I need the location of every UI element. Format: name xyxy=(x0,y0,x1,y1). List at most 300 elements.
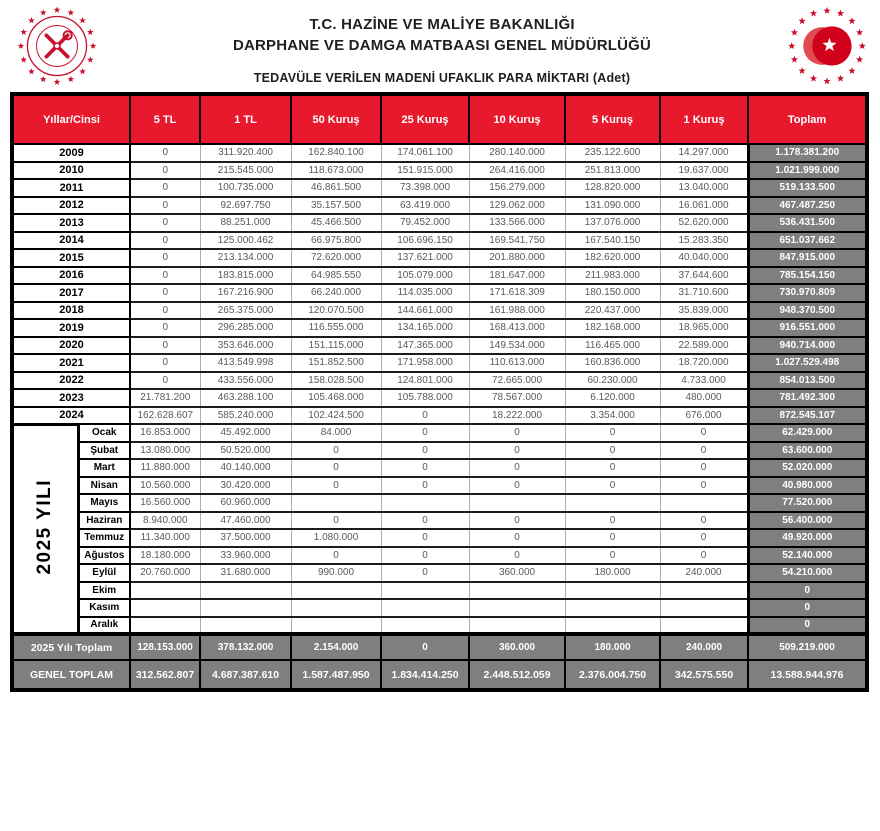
value-cell: 30.420.000 xyxy=(200,477,291,495)
value-cell: 31.680.000 xyxy=(200,564,291,582)
summary-value: 1.587.487.950 xyxy=(291,660,381,690)
value-cell: 0 xyxy=(469,424,565,442)
value-cell: 105.079.000 xyxy=(381,267,469,285)
value-cell: 180.000 xyxy=(565,564,660,582)
value-cell: 0 xyxy=(130,214,200,232)
value-cell xyxy=(200,617,291,635)
row-total: 847.915.000 xyxy=(748,249,867,267)
value-cell: 0 xyxy=(381,407,469,425)
value-cell: 14.297.000 xyxy=(660,144,748,162)
value-cell: 84.000 xyxy=(291,424,381,442)
year-row xyxy=(12,337,867,355)
year-label: 2022 xyxy=(12,372,130,390)
month-row xyxy=(12,582,867,600)
value-cell: 463.288.100 xyxy=(200,389,291,407)
value-cell: 35.157.500 xyxy=(291,197,381,215)
year-row xyxy=(12,302,867,320)
col-header-1k: 1 Kuruş xyxy=(660,94,748,144)
year-label: 2017 xyxy=(12,284,130,302)
value-cell: 0 xyxy=(130,162,200,180)
year-label: 2013 xyxy=(12,214,130,232)
value-cell: 0 xyxy=(565,547,660,565)
value-cell: 129.062.000 xyxy=(469,197,565,215)
value-cell: 151.852.500 xyxy=(291,354,381,372)
value-cell: 0 xyxy=(565,459,660,477)
summary-value: 0 xyxy=(381,634,469,660)
col-header-years: Yıllar/Cinsi xyxy=(12,94,130,144)
month-row xyxy=(12,424,867,442)
value-cell: 0 xyxy=(660,459,748,477)
value-cell: 264.416.000 xyxy=(469,162,565,180)
summary-value: 360.000 xyxy=(469,634,565,660)
value-cell: 46.861.500 xyxy=(291,179,381,197)
table-header-row xyxy=(12,94,867,144)
value-cell: 0 xyxy=(469,459,565,477)
value-cell: 18.180.000 xyxy=(130,547,200,565)
month-row xyxy=(12,459,867,477)
value-cell: 480.000 xyxy=(660,389,748,407)
presidency-seal-icon xyxy=(786,5,868,87)
value-cell: 0 xyxy=(291,547,381,565)
value-cell: 0 xyxy=(381,442,469,460)
value-cell: 0 xyxy=(660,424,748,442)
value-cell: 106.696.150 xyxy=(381,232,469,250)
month-label: Mayıs xyxy=(78,494,130,512)
ministry-seal-icon xyxy=(16,5,98,87)
row-total: 536.431.500 xyxy=(748,214,867,232)
summary-value: 312.562.807 xyxy=(130,660,200,690)
value-cell: 60.960.000 xyxy=(200,494,291,512)
value-cell: 105.468.000 xyxy=(291,389,381,407)
value-cell: 0 xyxy=(381,564,469,582)
value-cell: 78.567.000 xyxy=(469,389,565,407)
summary-value: 378.132.000 xyxy=(200,634,291,660)
value-cell: 66.240.000 xyxy=(291,284,381,302)
value-cell: 0 xyxy=(565,477,660,495)
value-cell: 15.283.350 xyxy=(660,232,748,250)
row-total: 62.429.000 xyxy=(748,424,867,442)
year-2025-total-row xyxy=(12,634,867,660)
year-label: 2012 xyxy=(12,197,130,215)
month-row xyxy=(12,477,867,495)
value-cell: 0 xyxy=(660,442,748,460)
row-total: 52.020.000 xyxy=(748,459,867,477)
year-label: 2010 xyxy=(12,162,130,180)
row-total: 0 xyxy=(748,582,867,600)
value-cell xyxy=(291,494,381,512)
value-cell: 181.647.000 xyxy=(469,267,565,285)
value-cell: 161.988.000 xyxy=(469,302,565,320)
value-cell: 1.080.000 xyxy=(291,529,381,547)
year-row xyxy=(12,267,867,285)
value-cell: 0 xyxy=(130,337,200,355)
group-label-text: 2025 YILI xyxy=(34,479,56,576)
year-label: 2015 xyxy=(12,249,130,267)
summary-value: 342.575.550 xyxy=(660,660,748,690)
value-cell: 72.620.000 xyxy=(291,249,381,267)
year-label: 2019 xyxy=(12,319,130,337)
value-cell: 0 xyxy=(381,459,469,477)
value-cell: 171.618.309 xyxy=(469,284,565,302)
row-total: 56.400.000 xyxy=(748,512,867,530)
month-row xyxy=(12,599,867,617)
col-header-10k: 10 Kuruş xyxy=(469,94,565,144)
value-cell: 0 xyxy=(130,302,200,320)
value-cell: 160.836.000 xyxy=(565,354,660,372)
value-cell xyxy=(469,494,565,512)
month-row xyxy=(12,494,867,512)
value-cell: 0 xyxy=(130,284,200,302)
value-cell: 40.140.000 xyxy=(200,459,291,477)
value-cell: 168.413.000 xyxy=(469,319,565,337)
value-cell: 18.965.000 xyxy=(660,319,748,337)
value-cell: 3.354.000 xyxy=(565,407,660,425)
value-cell: 92.697.750 xyxy=(200,197,291,215)
value-cell xyxy=(660,582,748,600)
value-cell: 215.545.000 xyxy=(200,162,291,180)
value-cell: 0 xyxy=(660,529,748,547)
col-header-50k: 50 Kuruş xyxy=(291,94,381,144)
value-cell: 73.398.000 xyxy=(381,179,469,197)
row-total: 785.154.150 xyxy=(748,267,867,285)
row-total: 1.027.529.498 xyxy=(748,354,867,372)
value-cell: 116.465.000 xyxy=(565,337,660,355)
value-cell: 0 xyxy=(469,477,565,495)
value-cell: 211.983.000 xyxy=(565,267,660,285)
row-total: 1.178.381.200 xyxy=(748,144,867,162)
summary-value: 2.376.004.750 xyxy=(565,660,660,690)
row-total: 0 xyxy=(748,617,867,635)
value-cell: 47.460.000 xyxy=(200,512,291,530)
value-cell: 413.549.998 xyxy=(200,354,291,372)
value-cell: 35.839.000 xyxy=(660,302,748,320)
month-label: Temmuz xyxy=(78,529,130,547)
summary-value: 128.153.000 xyxy=(130,634,200,660)
year-label: 2023 xyxy=(12,389,130,407)
value-cell: 182.168.000 xyxy=(565,319,660,337)
value-cell: 13.040.000 xyxy=(660,179,748,197)
row-total: 52.140.000 xyxy=(748,547,867,565)
summary-total: 509.219.000 xyxy=(748,634,867,660)
value-cell: 114.035.000 xyxy=(381,284,469,302)
value-cell xyxy=(381,582,469,600)
year-row xyxy=(12,407,867,425)
row-total: 49.920.000 xyxy=(748,529,867,547)
summary-value: 4.687.387.610 xyxy=(200,660,291,690)
value-cell: 31.710.600 xyxy=(660,284,748,302)
value-cell xyxy=(660,494,748,512)
month-row xyxy=(12,564,867,582)
value-cell: 0 xyxy=(565,424,660,442)
title-line-1: T.C. HAZİNE VE MALİYE BAKANLIĞI xyxy=(309,16,575,33)
value-cell: 174.061.100 xyxy=(381,144,469,162)
year-label: 2016 xyxy=(12,267,130,285)
month-label: Aralık xyxy=(78,617,130,635)
table-subtitle: TEDAVÜLE VERİLEN MADENİ UFAKLIK PARA MİKTARI (Adet) xyxy=(253,71,631,85)
value-cell: 311.920.400 xyxy=(200,144,291,162)
value-cell: 50.520.000 xyxy=(200,442,291,460)
value-cell: 128.820.000 xyxy=(565,179,660,197)
value-cell: 137.621.000 xyxy=(381,249,469,267)
value-cell: 11.340.000 xyxy=(130,529,200,547)
value-cell: 102.424.500 xyxy=(291,407,381,425)
year-row xyxy=(12,144,867,162)
value-cell xyxy=(200,582,291,600)
year-label: 2021 xyxy=(12,354,130,372)
row-total: 781.492.300 xyxy=(748,389,867,407)
row-total: 77.520.000 xyxy=(748,494,867,512)
value-cell: 360.000 xyxy=(469,564,565,582)
value-cell: 6.120.000 xyxy=(565,389,660,407)
value-cell: 0 xyxy=(130,179,200,197)
value-cell: 251.813.000 xyxy=(565,162,660,180)
year-row xyxy=(12,389,867,407)
row-total: 40.980.000 xyxy=(748,477,867,495)
value-cell: 676.000 xyxy=(660,407,748,425)
value-cell: 167.540.150 xyxy=(565,232,660,250)
value-cell: 220.437.000 xyxy=(565,302,660,320)
value-cell: 0 xyxy=(381,529,469,547)
value-cell: 10.560.000 xyxy=(130,477,200,495)
value-cell: 149.534.000 xyxy=(469,337,565,355)
value-cell: 133.566.000 xyxy=(469,214,565,232)
value-cell: 131.090.000 xyxy=(565,197,660,215)
month-label: Ağustos xyxy=(78,547,130,565)
month-label: Haziran xyxy=(78,512,130,530)
row-total: 854.013.500 xyxy=(748,372,867,390)
value-cell: 20.760.000 xyxy=(130,564,200,582)
value-cell: 137.076.000 xyxy=(565,214,660,232)
month-row xyxy=(12,547,867,565)
value-cell: 0 xyxy=(291,477,381,495)
value-cell xyxy=(130,582,200,600)
document-header xyxy=(0,0,880,92)
value-cell: 16.061.000 xyxy=(660,197,748,215)
value-cell xyxy=(565,599,660,617)
value-cell xyxy=(660,599,748,617)
col-header-25k: 25 Kuruş xyxy=(381,94,469,144)
value-cell: 88.251.000 xyxy=(200,214,291,232)
value-cell: 8.940.000 xyxy=(130,512,200,530)
year-row xyxy=(12,319,867,337)
month-row xyxy=(12,529,867,547)
row-total: 872.545.107 xyxy=(748,407,867,425)
month-label: Mart xyxy=(78,459,130,477)
value-cell: 66.975.800 xyxy=(291,232,381,250)
summary-value: 1.834.414.250 xyxy=(381,660,469,690)
year-row xyxy=(12,179,867,197)
value-cell: 167.216.900 xyxy=(200,284,291,302)
value-cell: 0 xyxy=(660,477,748,495)
value-cell: 151.915.000 xyxy=(381,162,469,180)
value-cell xyxy=(565,617,660,635)
value-cell: 33.960.000 xyxy=(200,547,291,565)
value-cell: 100.735.000 xyxy=(200,179,291,197)
value-cell: 213.134.000 xyxy=(200,249,291,267)
year-row xyxy=(12,249,867,267)
summary-value: 2.154.000 xyxy=(291,634,381,660)
month-label: Kasım xyxy=(78,599,130,617)
value-cell: 990.000 xyxy=(291,564,381,582)
value-cell xyxy=(565,582,660,600)
value-cell: 16.853.000 xyxy=(130,424,200,442)
coin-circulation-table xyxy=(10,92,869,692)
year-label: 2009 xyxy=(12,144,130,162)
value-cell: 105.788.000 xyxy=(381,389,469,407)
value-cell: 0 xyxy=(130,144,200,162)
value-cell: 21.781.200 xyxy=(130,389,200,407)
row-total: 940.714.000 xyxy=(748,337,867,355)
row-total: 651.037.662 xyxy=(748,232,867,250)
col-header-toplam: Toplam xyxy=(748,94,867,144)
value-cell: 585.240.000 xyxy=(200,407,291,425)
value-cell xyxy=(469,582,565,600)
value-cell: 0 xyxy=(291,459,381,477)
summary-value: 180.000 xyxy=(565,634,660,660)
title-block xyxy=(98,5,786,85)
value-cell: 60.230.000 xyxy=(565,372,660,390)
year-label: 2014 xyxy=(12,232,130,250)
value-cell: 18.222.000 xyxy=(469,407,565,425)
table-body xyxy=(12,144,867,690)
value-cell: 0 xyxy=(660,512,748,530)
row-total: 519.133.500 xyxy=(748,179,867,197)
value-cell: 144.661.000 xyxy=(381,302,469,320)
value-cell: 134.165.000 xyxy=(381,319,469,337)
value-cell: 16.560.000 xyxy=(130,494,200,512)
value-cell: 0 xyxy=(469,442,565,460)
value-cell: 19.637.000 xyxy=(660,162,748,180)
row-total: 467.487.250 xyxy=(748,197,867,215)
summary-value: 2.448.512.059 xyxy=(469,660,565,690)
row-total: 916.551.000 xyxy=(748,319,867,337)
summary-label: GENEL TOPLAM xyxy=(12,660,130,690)
col-header-5tl: 5 TL xyxy=(130,94,200,144)
value-cell: 433.556.000 xyxy=(200,372,291,390)
year-group-label xyxy=(12,424,78,634)
value-cell: 0 xyxy=(660,547,748,565)
value-cell: 0 xyxy=(381,547,469,565)
value-cell: 22.589.000 xyxy=(660,337,748,355)
value-cell: 171.958.000 xyxy=(381,354,469,372)
value-cell xyxy=(130,599,200,617)
value-cell: 353.646.000 xyxy=(200,337,291,355)
value-cell: 0 xyxy=(130,372,200,390)
value-cell: 0 xyxy=(130,249,200,267)
value-cell: 0 xyxy=(565,512,660,530)
month-label: Şubat xyxy=(78,442,130,460)
value-cell: 63.419.000 xyxy=(381,197,469,215)
value-cell: 124.801.000 xyxy=(381,372,469,390)
month-label: Nisan xyxy=(78,477,130,495)
value-cell: 0 xyxy=(381,477,469,495)
value-cell: 0 xyxy=(381,424,469,442)
value-cell: 52.620.000 xyxy=(660,214,748,232)
value-cell: 45.492.000 xyxy=(200,424,291,442)
value-cell: 182.620.000 xyxy=(565,249,660,267)
value-cell: 118.673.000 xyxy=(291,162,381,180)
value-cell: 235.122.600 xyxy=(565,144,660,162)
value-cell: 40.040.000 xyxy=(660,249,748,267)
value-cell: 0 xyxy=(130,267,200,285)
month-label: Ekim xyxy=(78,582,130,600)
value-cell xyxy=(565,494,660,512)
value-cell: 11.880.000 xyxy=(130,459,200,477)
value-cell: 156.279.000 xyxy=(469,179,565,197)
value-cell: 296.285.000 xyxy=(200,319,291,337)
year-row xyxy=(12,197,867,215)
value-cell xyxy=(130,617,200,635)
value-cell xyxy=(381,617,469,635)
value-cell: 125.000.462 xyxy=(200,232,291,250)
value-cell xyxy=(291,599,381,617)
col-header-1tl: 1 TL xyxy=(200,94,291,144)
value-cell: 0 xyxy=(130,197,200,215)
row-total: 54.210.000 xyxy=(748,564,867,582)
value-cell: 4.733.000 xyxy=(660,372,748,390)
value-cell: 0 xyxy=(381,512,469,530)
summary-label: 2025 Yılı Toplam xyxy=(12,634,130,660)
value-cell: 13.080.000 xyxy=(130,442,200,460)
year-row xyxy=(12,232,867,250)
grand-total-row xyxy=(12,660,867,690)
value-cell: 37.644.600 xyxy=(660,267,748,285)
value-cell xyxy=(469,617,565,635)
value-cell: 79.452.000 xyxy=(381,214,469,232)
value-cell: 0 xyxy=(130,232,200,250)
value-cell: 162.840.100 xyxy=(291,144,381,162)
value-cell: 64.985.550 xyxy=(291,267,381,285)
value-cell: 169.541.750 xyxy=(469,232,565,250)
year-row xyxy=(12,354,867,372)
value-cell: 0 xyxy=(565,529,660,547)
value-cell: 0 xyxy=(565,442,660,460)
month-label: Eylül xyxy=(78,564,130,582)
month-label: Ocak xyxy=(78,424,130,442)
value-cell: 0 xyxy=(291,442,381,460)
row-total: 1.021.999.000 xyxy=(748,162,867,180)
row-total: 730.970.809 xyxy=(748,284,867,302)
value-cell xyxy=(660,617,748,635)
value-cell xyxy=(381,599,469,617)
value-cell: 37.500.000 xyxy=(200,529,291,547)
value-cell: 0 xyxy=(469,529,565,547)
value-cell: 72.665.000 xyxy=(469,372,565,390)
value-cell: 201.880.000 xyxy=(469,249,565,267)
value-cell: 0 xyxy=(469,547,565,565)
value-cell: 158.028.500 xyxy=(291,372,381,390)
value-cell: 0 xyxy=(291,512,381,530)
value-cell: 110.613.000 xyxy=(469,354,565,372)
value-cell: 162.628.607 xyxy=(130,407,200,425)
value-cell xyxy=(381,494,469,512)
value-cell: 265.375.000 xyxy=(200,302,291,320)
month-row xyxy=(12,617,867,635)
year-label: 2024 xyxy=(12,407,130,425)
col-header-5k: 5 Kuruş xyxy=(565,94,660,144)
value-cell: 45.466.500 xyxy=(291,214,381,232)
row-total: 63.600.000 xyxy=(748,442,867,460)
value-cell xyxy=(200,599,291,617)
value-cell: 280.140.000 xyxy=(469,144,565,162)
value-cell: 0 xyxy=(130,354,200,372)
year-row xyxy=(12,162,867,180)
value-cell xyxy=(291,582,381,600)
year-label: 2020 xyxy=(12,337,130,355)
title-line-2: DARPHANE VE DAMGA MATBAASI GENEL MÜDÜRLÜĞÜ xyxy=(232,37,652,54)
year-row xyxy=(12,372,867,390)
year-label: 2011 xyxy=(12,179,130,197)
